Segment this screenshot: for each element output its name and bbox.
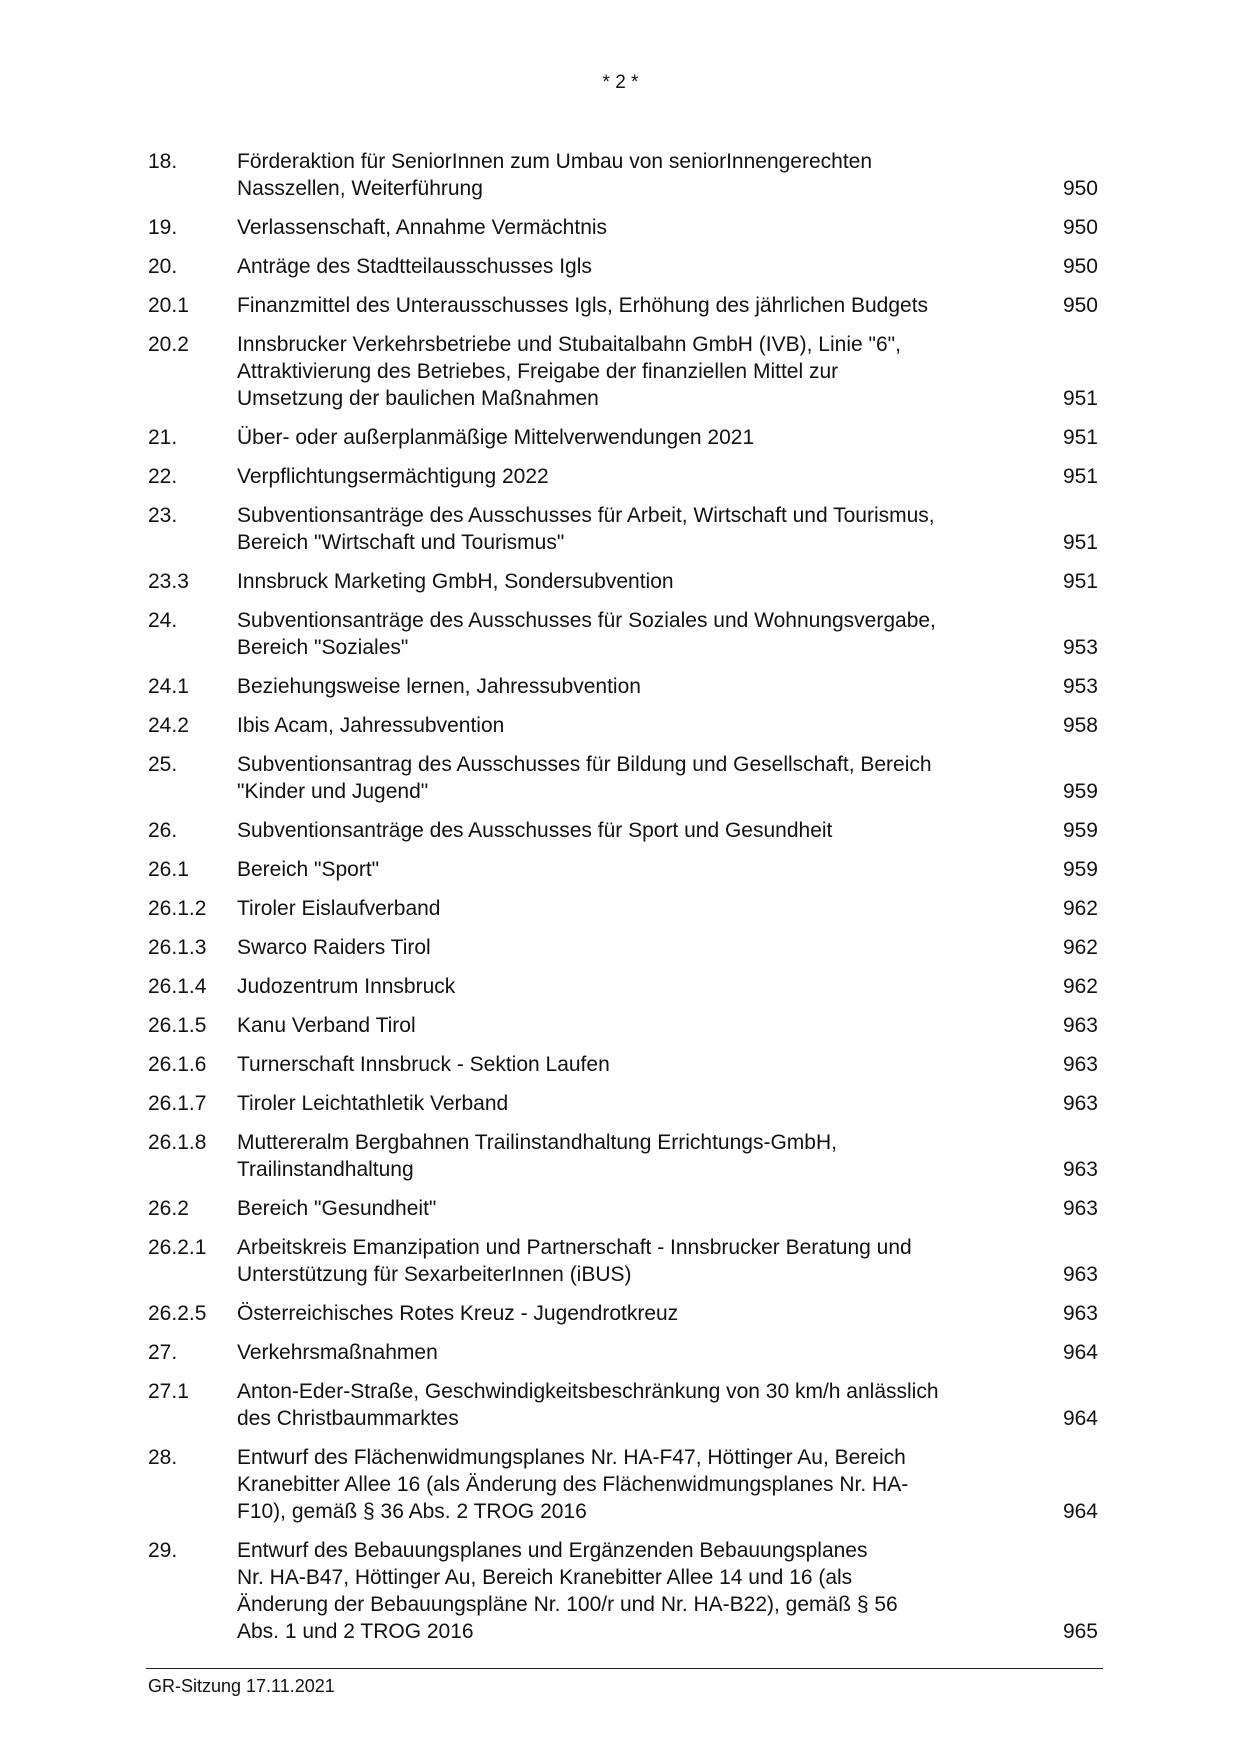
toc-entry [148,1090,1098,1117]
toc-entry-page: 951 [1062,465,1098,488]
toc-entry-title: Swarco Raiders Tirol [237,936,431,959]
toc-entry-page: 963 [1062,1092,1098,1115]
toc-entry-title: Anton-Eder-Straße, Geschwindigkeitsbeschränkung von 30 km/h anlässlich des Christbaummarktes [237,1380,939,1430]
toc-entry [148,292,1098,319]
toc-entry-title: Verlassenschaft, Annahme Vermächtnis [237,216,608,239]
toc-entry [148,424,1098,451]
toc-entry-page: 962 [1062,975,1098,998]
toc-entry-title: Förderaktion für SeniorInnen zum Umbau von seniorInnengerechten Nasszellen, Weiterführung [237,150,873,200]
toc-entry-title: Entwurf des Bebauungsplanes und Ergänzenden Bebauungsplanes Nr. HA-B47, Höttinger Au, Bereich Kranebitter Allee 14 und 16 (als Änderung der Bebauungspläne Nr. 100/r und Nr. HA-B22), gemäß § 56 Abs. 1 und 2 TROG 2016 [237,1539,898,1643]
toc-entry [148,1378,1098,1432]
toc-entry-title: Subventionsanträge des Ausschusses für Soziales und Wohnungsvergabe, Bereich "Soziales" [237,609,936,659]
toc-entry-page: 951 [1062,426,1098,449]
toc-entry-number: 26.1.3 [148,936,207,959]
toc-entry-page: 959 [1062,819,1098,842]
toc-entry-title: Finanzmittel des Unterausschusses Igls, Erhöhung des jährlichen Budgets [237,294,929,317]
toc-entry [148,331,1098,412]
toc-entry-title: Subventionsanträge des Ausschusses für Sport und Gesundheit [237,819,833,842]
toc-entry-page: 953 [1062,675,1098,698]
toc-entry-title: Tiroler Eislaufverband [237,897,441,920]
toc-entry [148,502,1098,556]
toc-entry-title: Österreichisches Rotes Kreuz - Jugendrotkreuz [237,1302,679,1325]
toc-entry-page: 959 [1062,780,1098,803]
toc-entry-title: Judozentrum Innsbruck [237,975,456,998]
toc-entry-page: 963 [1062,1053,1098,1076]
toc-entry-title: Innsbruck Marketing GmbH, Sondersubvention [237,570,674,593]
toc-entry-title: Turnerschaft Innsbruck - Sektion Laufen [237,1053,610,1076]
toc-entry-number: 26.1.5 [148,1014,207,1037]
toc-entry-page: 964 [1062,1500,1098,1523]
toc-entry-page: 964 [1062,1341,1098,1364]
toc-entry-number: 26.2 [148,1197,189,1220]
toc-entry-number: 26.1.8 [148,1131,207,1154]
toc-entry-page: 950 [1062,255,1098,278]
toc-entry-page: 953 [1062,636,1098,659]
toc-entry-page: 951 [1062,531,1098,554]
toc-entry-page: 964 [1062,1407,1098,1430]
toc-entry-number: 26.1.6 [148,1053,207,1076]
toc-entry-page: 959 [1062,858,1098,881]
toc-entry-page: 962 [1062,897,1098,920]
toc-entry [148,148,1098,202]
toc-entry-number: 26.1.7 [148,1092,207,1115]
toc-entry-number: 29. [148,1539,178,1562]
toc-entry-number: 20. [148,255,178,278]
toc-entry-title: Bereich "Gesundheit" [237,1197,437,1220]
toc-entry [148,1444,1098,1525]
toc-entry-number: 27.1 [148,1380,189,1403]
toc-entry-number: 18. [148,150,178,173]
toc-entry-title: Bereich "Sport" [237,858,380,881]
toc-entry-page: 963 [1062,1263,1098,1286]
toc-entry-title: Subventionsanträge des Ausschusses für Arbeit, Wirtschaft und Tourismus, Bereich "Wirtschaft und Tourismus" [237,504,935,554]
toc-entry-title: Innsbrucker Verkehrsbetriebe und Stubaitalbahn GmbH (IVB), Linie "6", Attraktivierung des Betriebes, Freigabe der finanziellen Mittel zur Umsetzung der baulichen Maßnahmen [237,333,901,410]
toc-entry-page: 962 [1062,936,1098,959]
toc-entry [148,1129,1098,1183]
toc-entry [148,253,1098,280]
toc-entry-page: 951 [1062,570,1098,593]
toc-entry-title: Verpflichtungsermächtigung 2022 [237,465,549,488]
toc-entry-title: Entwurf des Flächenwidmungsplanes Nr. HA-F47, Höttinger Au, Bereich Kranebitter Allee 16 (als Änderung des Flächenwidmungsplanes Nr. HA- F10), gemäß § 36 Abs. 2 TROG 2016 [237,1446,909,1523]
toc-entry-page: 963 [1062,1158,1098,1181]
footer-session-date: GR-Sitzung 17.11.2021 [148,1676,335,1696]
toc-entry-page: 950 [1062,177,1098,200]
toc-entry [148,817,1098,844]
toc-entry [148,607,1098,661]
toc-entry-page: 950 [1062,294,1098,317]
toc-entry-page: 963 [1062,1302,1098,1325]
toc-entry-title: Muttereralm Bergbahnen Trailinstandhaltung Errichtungs-GmbH, Trailinstandhaltung [237,1131,837,1181]
toc-entry [148,712,1098,739]
toc-entry-number: 26.1 [148,858,189,881]
toc-entry-number: 27. [148,1341,178,1364]
toc-entry [148,463,1098,490]
toc-entry [148,895,1098,922]
footer-divider [146,1668,1103,1669]
toc-entry-number: 24.2 [148,714,189,737]
toc-entry-page: 958 [1062,714,1098,737]
toc-entry [148,214,1098,241]
toc-entry-title: Beziehungsweise lernen, Jahressubvention [237,675,641,698]
toc-entry [148,751,1098,805]
page-number: * 2 * [602,72,639,93]
toc-entry-number: 20.2 [148,333,189,356]
toc-entry-number: 24. [148,609,178,632]
toc-entry-number: 20.1 [148,294,189,317]
toc-entry [148,1012,1098,1039]
toc-entry-number: 26. [148,819,178,842]
toc-entry-page: 951 [1062,387,1098,410]
toc-entry [148,934,1098,961]
toc-entry [148,568,1098,595]
toc-entry-title: Arbeitskreis Emanzipation und Partnerschaft - Innsbrucker Beratung und Unterstützung für SexarbeiterInnen (iBUS) [237,1236,912,1286]
toc-entry-number: 22. [148,465,178,488]
toc-entry [148,1051,1098,1078]
toc-entry-number: 26.2.1 [148,1236,207,1259]
toc-entry-page: 965 [1062,1620,1098,1643]
toc-entry [148,1195,1098,1222]
toc-entry-page: 963 [1062,1197,1098,1220]
toc-entry-number: 21. [148,426,178,449]
toc-entry-number: 19. [148,216,178,239]
toc-entry-title: Tiroler Leichtathletik Verband [237,1092,509,1115]
toc-entry-number: 23. [148,504,178,527]
toc-entry-number: 26.1.2 [148,897,207,920]
toc-entry-number: 23.3 [148,570,189,593]
toc-entry-title: Subventionsantrag des Ausschusses für Bildung und Gesellschaft, Bereich "Kinder und Jugend" [237,753,932,803]
toc-entry-title: Über- oder außerplanmäßige Mittelverwendungen 2021 [237,426,755,449]
toc-entry-title: Anträge des Stadtteilausschusses Igls [237,255,592,278]
toc-entry [148,1300,1098,1327]
toc-entry-title: Verkehrsmaßnahmen [237,1341,438,1364]
toc-entry-page: 950 [1062,216,1098,239]
toc-entry-number: 25. [148,753,178,776]
toc-entry-title: Kanu Verband Tirol [237,1014,416,1037]
toc-entry-number: 26.2.5 [148,1302,207,1325]
toc-entry [148,1339,1098,1366]
toc-entry [148,673,1098,700]
toc-entry-number: 24.1 [148,675,189,698]
toc-entry-title: Ibis Acam, Jahressubvention [237,714,505,737]
toc-entry [148,1537,1098,1645]
toc-entry-number: 26.1.4 [148,975,207,998]
toc-entry [148,856,1098,883]
toc-entry [148,1234,1098,1288]
toc-entry [148,973,1098,1000]
toc-entry-page: 963 [1062,1014,1098,1037]
toc-entry-number: 28. [148,1446,178,1469]
table-of-contents [148,148,1098,1657]
